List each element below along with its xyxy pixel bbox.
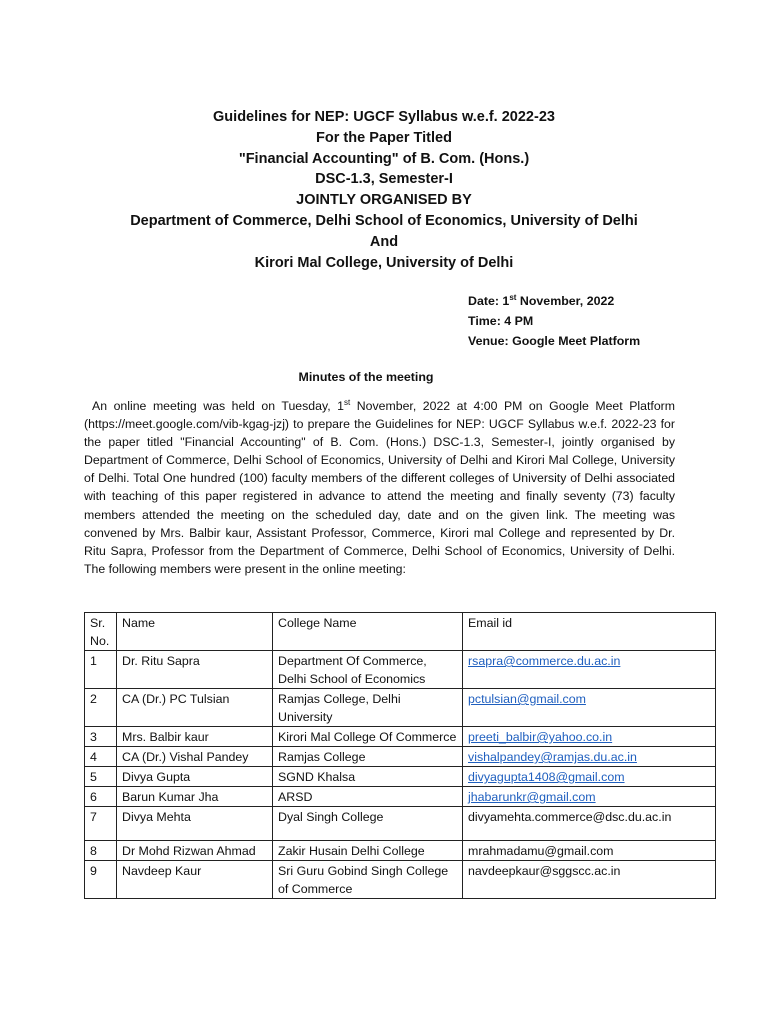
email-text: divyamehta.commerce@dsc.du.ac.in (468, 810, 672, 824)
header-line-3: "Financial Accounting" of B. Com. (Hons.) (238, 150, 530, 167)
cell-college: Zakir Husain Delhi College (273, 841, 463, 861)
email-text: navdeepkaur@sggscc.ac.in (468, 864, 621, 878)
cell-name: CA (Dr.) PC Tulsian (117, 689, 273, 727)
table-row (85, 689, 716, 727)
table-row (85, 807, 716, 841)
email-link[interactable]: vishalpandey@ramjas.du.ac.in (468, 750, 637, 764)
cell-college: Kirori Mal College Of Commerce (273, 727, 463, 747)
cell-sr: 4 (85, 747, 117, 767)
cell-sr: 3 (85, 727, 117, 747)
cell-name: Divya Mehta (117, 807, 273, 841)
cell-name: Barun Kumar Jha (117, 787, 273, 807)
cell-sr: 6 (85, 787, 117, 807)
email-text: mrahmadamu@gmail.com (468, 844, 614, 858)
paragraph-part-1: An online meeting was held on Tuesday, 1 (92, 399, 345, 413)
email-link[interactable]: rsapra@commerce.du.ac.in (468, 654, 621, 668)
minutes-paragraph (84, 397, 675, 578)
header-line-2: For the Paper Titled (316, 129, 452, 146)
header-email: Email id (463, 613, 716, 651)
cell-email (463, 841, 716, 861)
meeting-time: Time: 4 PM (468, 314, 534, 328)
cell-email (463, 727, 716, 747)
cell-college: Sri Guru Gobind Singh College of Commerce (273, 861, 463, 899)
table-row (85, 787, 716, 807)
cell-sr: 5 (85, 767, 117, 787)
cell-college: Ramjas College, Delhi University (273, 689, 463, 727)
cell-name: Navdeep Kaur (117, 861, 273, 899)
cell-email (463, 861, 716, 899)
header-line-6: Department of Commerce, Delhi School of Economics, University of Delhi (130, 212, 638, 229)
header-line-1: Guidelines for NEP: UGCF Syllabus w.e.f. 2022-23 (213, 109, 555, 125)
email-link[interactable]: divyagupta1408@gmail.com (468, 770, 625, 784)
cell-email (463, 747, 716, 767)
cell-college: Ramjas College (273, 747, 463, 767)
paragraph-part-2: November, 2022 at 4:00 PM on Google Meet Platform (https://meet.google.com/vib-kgag-jzj) to prepare the Guidelines for NEP: UGCF Syllabus w.e.f. 2022-23 for the paper titled "Financial Accounting" of B. Com. (Hons.) DSC-1.3, Semester-I, jointly organised by Department of Commerce, Delhi School of Economics, University of Delhi and Kirori Mal College, University of Delhi. Total One hundred (100) faculty members of the different colleges of University of Delhi associated with teaching of this paper registered in advance to attend the meeting and finally seventy (73) faculty members attended the meeting on the scheduled day, date and on the given link. The meeting was convened by Mrs. Balbir kaur, Assistant Professor, Commerce, Kirori mal College and represented by Dr. Ritu Sapra, Professor from the Department of Commerce, Delhi School of Economics, University of Delhi. The following members were present in the online meeting: (84, 399, 675, 576)
table-row (85, 767, 716, 787)
cell-college: Dyal Singh College (273, 807, 463, 841)
table-row (85, 841, 716, 861)
header-line-8: Kirori Mal College, University of Delhi (254, 254, 514, 271)
date-sup: st (509, 292, 517, 302)
paragraph-sup: st (344, 397, 351, 407)
cell-name: CA (Dr.) Vishal Pandey (117, 747, 273, 767)
meeting-venue: Venue: Google Meet Platform (468, 334, 641, 348)
cell-sr: 1 (85, 651, 117, 689)
email-link[interactable]: jhabarunkr@gmail.com (468, 790, 596, 804)
table-row (85, 861, 716, 899)
cell-name: Mrs. Balbir kaur (117, 727, 273, 747)
cell-name: Dr. Ritu Sapra (117, 651, 273, 689)
table-header-row (85, 613, 716, 651)
header-line-7: And (369, 233, 399, 250)
table-row (85, 747, 716, 767)
header-college: College Name (273, 613, 463, 651)
cell-name: Dr Mohd Rizwan Ahmad (117, 841, 273, 861)
document-header (60, 107, 708, 273)
cell-college: ARSD (273, 787, 463, 807)
table-row (85, 727, 716, 747)
cell-sr: 8 (85, 841, 117, 861)
email-link[interactable]: preeti_balbir@yahoo.co.in (468, 730, 613, 744)
cell-name: Divya Gupta (117, 767, 273, 787)
header-line-5: JOINTLY ORGANISED BY (296, 192, 472, 209)
date-label: Date: 1 (468, 294, 510, 308)
date-rest: November, 2022 (516, 294, 615, 308)
cell-email (463, 807, 716, 841)
header-line-4: DSC-1.3, Semester-I (315, 171, 453, 188)
cell-sr: 9 (85, 861, 117, 899)
table-row (85, 651, 716, 689)
minutes-heading: Minutes of the meeting (298, 370, 434, 384)
header-sr-no: Sr. No. (85, 613, 117, 651)
header-name: Name (117, 613, 273, 651)
cell-college: Department Of Commerce, Delhi School of Economics (273, 651, 463, 689)
email-link[interactable]: pctulsian@gmail.com (468, 692, 586, 706)
cell-college: SGND Khalsa (273, 767, 463, 787)
meeting-meta (468, 291, 640, 351)
members-table (84, 612, 716, 899)
cell-sr: 2 (85, 689, 117, 727)
cell-sr: 7 (85, 807, 117, 841)
cell-email (463, 767, 716, 787)
cell-email (463, 689, 716, 727)
cell-email (463, 787, 716, 807)
cell-email (463, 651, 716, 689)
meeting-date (468, 291, 640, 311)
